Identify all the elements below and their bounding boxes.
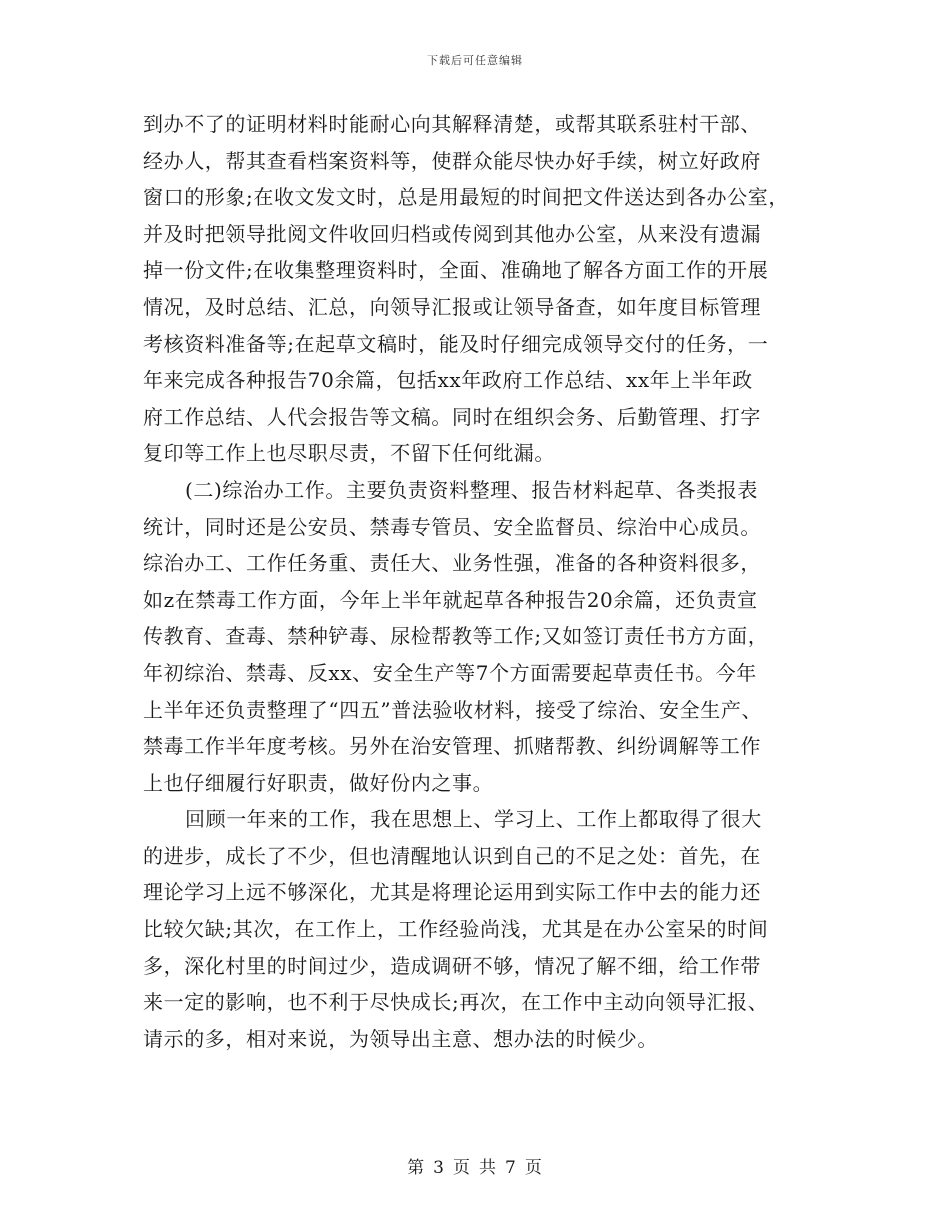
- text-line: 年初综治、禁毒、反xx、安全生产等7个方面需要起草责任书。今年: [143, 660, 757, 685]
- text-line: 传教育、查毒、禁种铲毒、尿检帮教等工作;又如签订责任书方方面，: [143, 624, 769, 649]
- page-footer-total-prefix: 共: [479, 1158, 497, 1178]
- text-line: 年来完成各种报告70余篇，包括xx年政府工作总结、xx年上半年政: [143, 368, 753, 393]
- text-line: 窗口的形象;在收文发文时，总是用最短的时间把文件送达到各办公室，: [143, 185, 789, 210]
- page-footer-prefix: 第: [407, 1158, 426, 1178]
- text-line: 综治办工、工作任务重、责任大、业务性强，准备的各种资料很多，: [143, 551, 761, 576]
- text-line: 经办人，帮其查看档案资料等，使群众能尽快办好手续，树立好政府: [143, 148, 761, 173]
- text-line: 情况，及时总结、汇总，向领导汇报或让领导备查，如年度目标管理: [143, 294, 761, 319]
- text-line: 掉一份文件;在收集整理资料时，全面、准确地了解各方面工作的开展: [143, 258, 769, 283]
- page-footer: [0, 1153, 950, 1178]
- text-line: 多，深化村里的时间过少，造成调研不够，情况了解不细，给工作带: [143, 953, 761, 978]
- text-line: 如z在禁毒工作方面，今年上半年就起草各种报告20余篇，还负责宣: [143, 587, 758, 612]
- text-line: 上也仔细履行好职责，做好份内之事。: [143, 770, 494, 795]
- page-number: 3: [433, 1158, 445, 1178]
- text-line: 考核资料准备等;在起草文稿时，能及时仔细完成领导交付的任务，一: [143, 331, 769, 356]
- page-footer-mid: 页: [453, 1158, 471, 1178]
- page-footer-suffix: 页: [524, 1158, 543, 1178]
- paragraph: [143, 472, 823, 801]
- text-line: 比较欠缺;其次，在工作上，工作经验尚浅，尤其是在办公室呆的时间: [143, 917, 769, 942]
- text-line: 回顾一年来的工作，我在思想上、学习上、工作上都取得了很大: [185, 807, 762, 832]
- paragraph: [143, 801, 823, 1057]
- text-line: 请示的多，相对来说，为领导出主意、想办法的时候少。: [143, 1026, 658, 1051]
- paragraph: [143, 106, 823, 472]
- text-line: 的进步，成长了不少，但也清醒地认识到自己的不足之处：首先，在: [143, 843, 761, 868]
- text-line: 来一定的影响，也不利于尽快成长;再次，在工作中主动向领导汇报、: [143, 990, 769, 1015]
- text-line: (二)综治办工作。主要负责资料整理、报告材料起草、各类报表: [185, 477, 759, 502]
- text-line: 复印等工作上也尽职尽责，不留下任何纰漏。: [143, 441, 555, 466]
- page-header: 下载后可任意编辑: [427, 54, 523, 67]
- text-line: 并及时把领导批阅文件收回归档或传阅到其他办公室，从来没有遗漏: [143, 221, 761, 246]
- text-line: 到办不了的证明材料时能耐心向其解释清楚，或帮其联系驻村干部、: [143, 112, 761, 136]
- text-line: 统计，同时还是公安员、禁毒专管员、安全监督员、综治中心成员。: [143, 514, 761, 539]
- text-line: 府工作总结、人代会报告等文稿。同时在组织会务、后勤管理、打字: [143, 404, 761, 429]
- page-total: 7: [505, 1158, 517, 1178]
- text-line: 上半年还负责整理了“四五”普法验收材料，接受了综治、安全生产、: [143, 697, 763, 722]
- text-line: 理论学习上远不够深化，尤其是将理论运用到实际工作中去的能力还: [143, 880, 761, 905]
- text-line: 禁毒工作半年度考核。另外在治安管理、抓赌帮教、纠纷调解等工作: [143, 734, 761, 759]
- document-body: [143, 106, 823, 1057]
